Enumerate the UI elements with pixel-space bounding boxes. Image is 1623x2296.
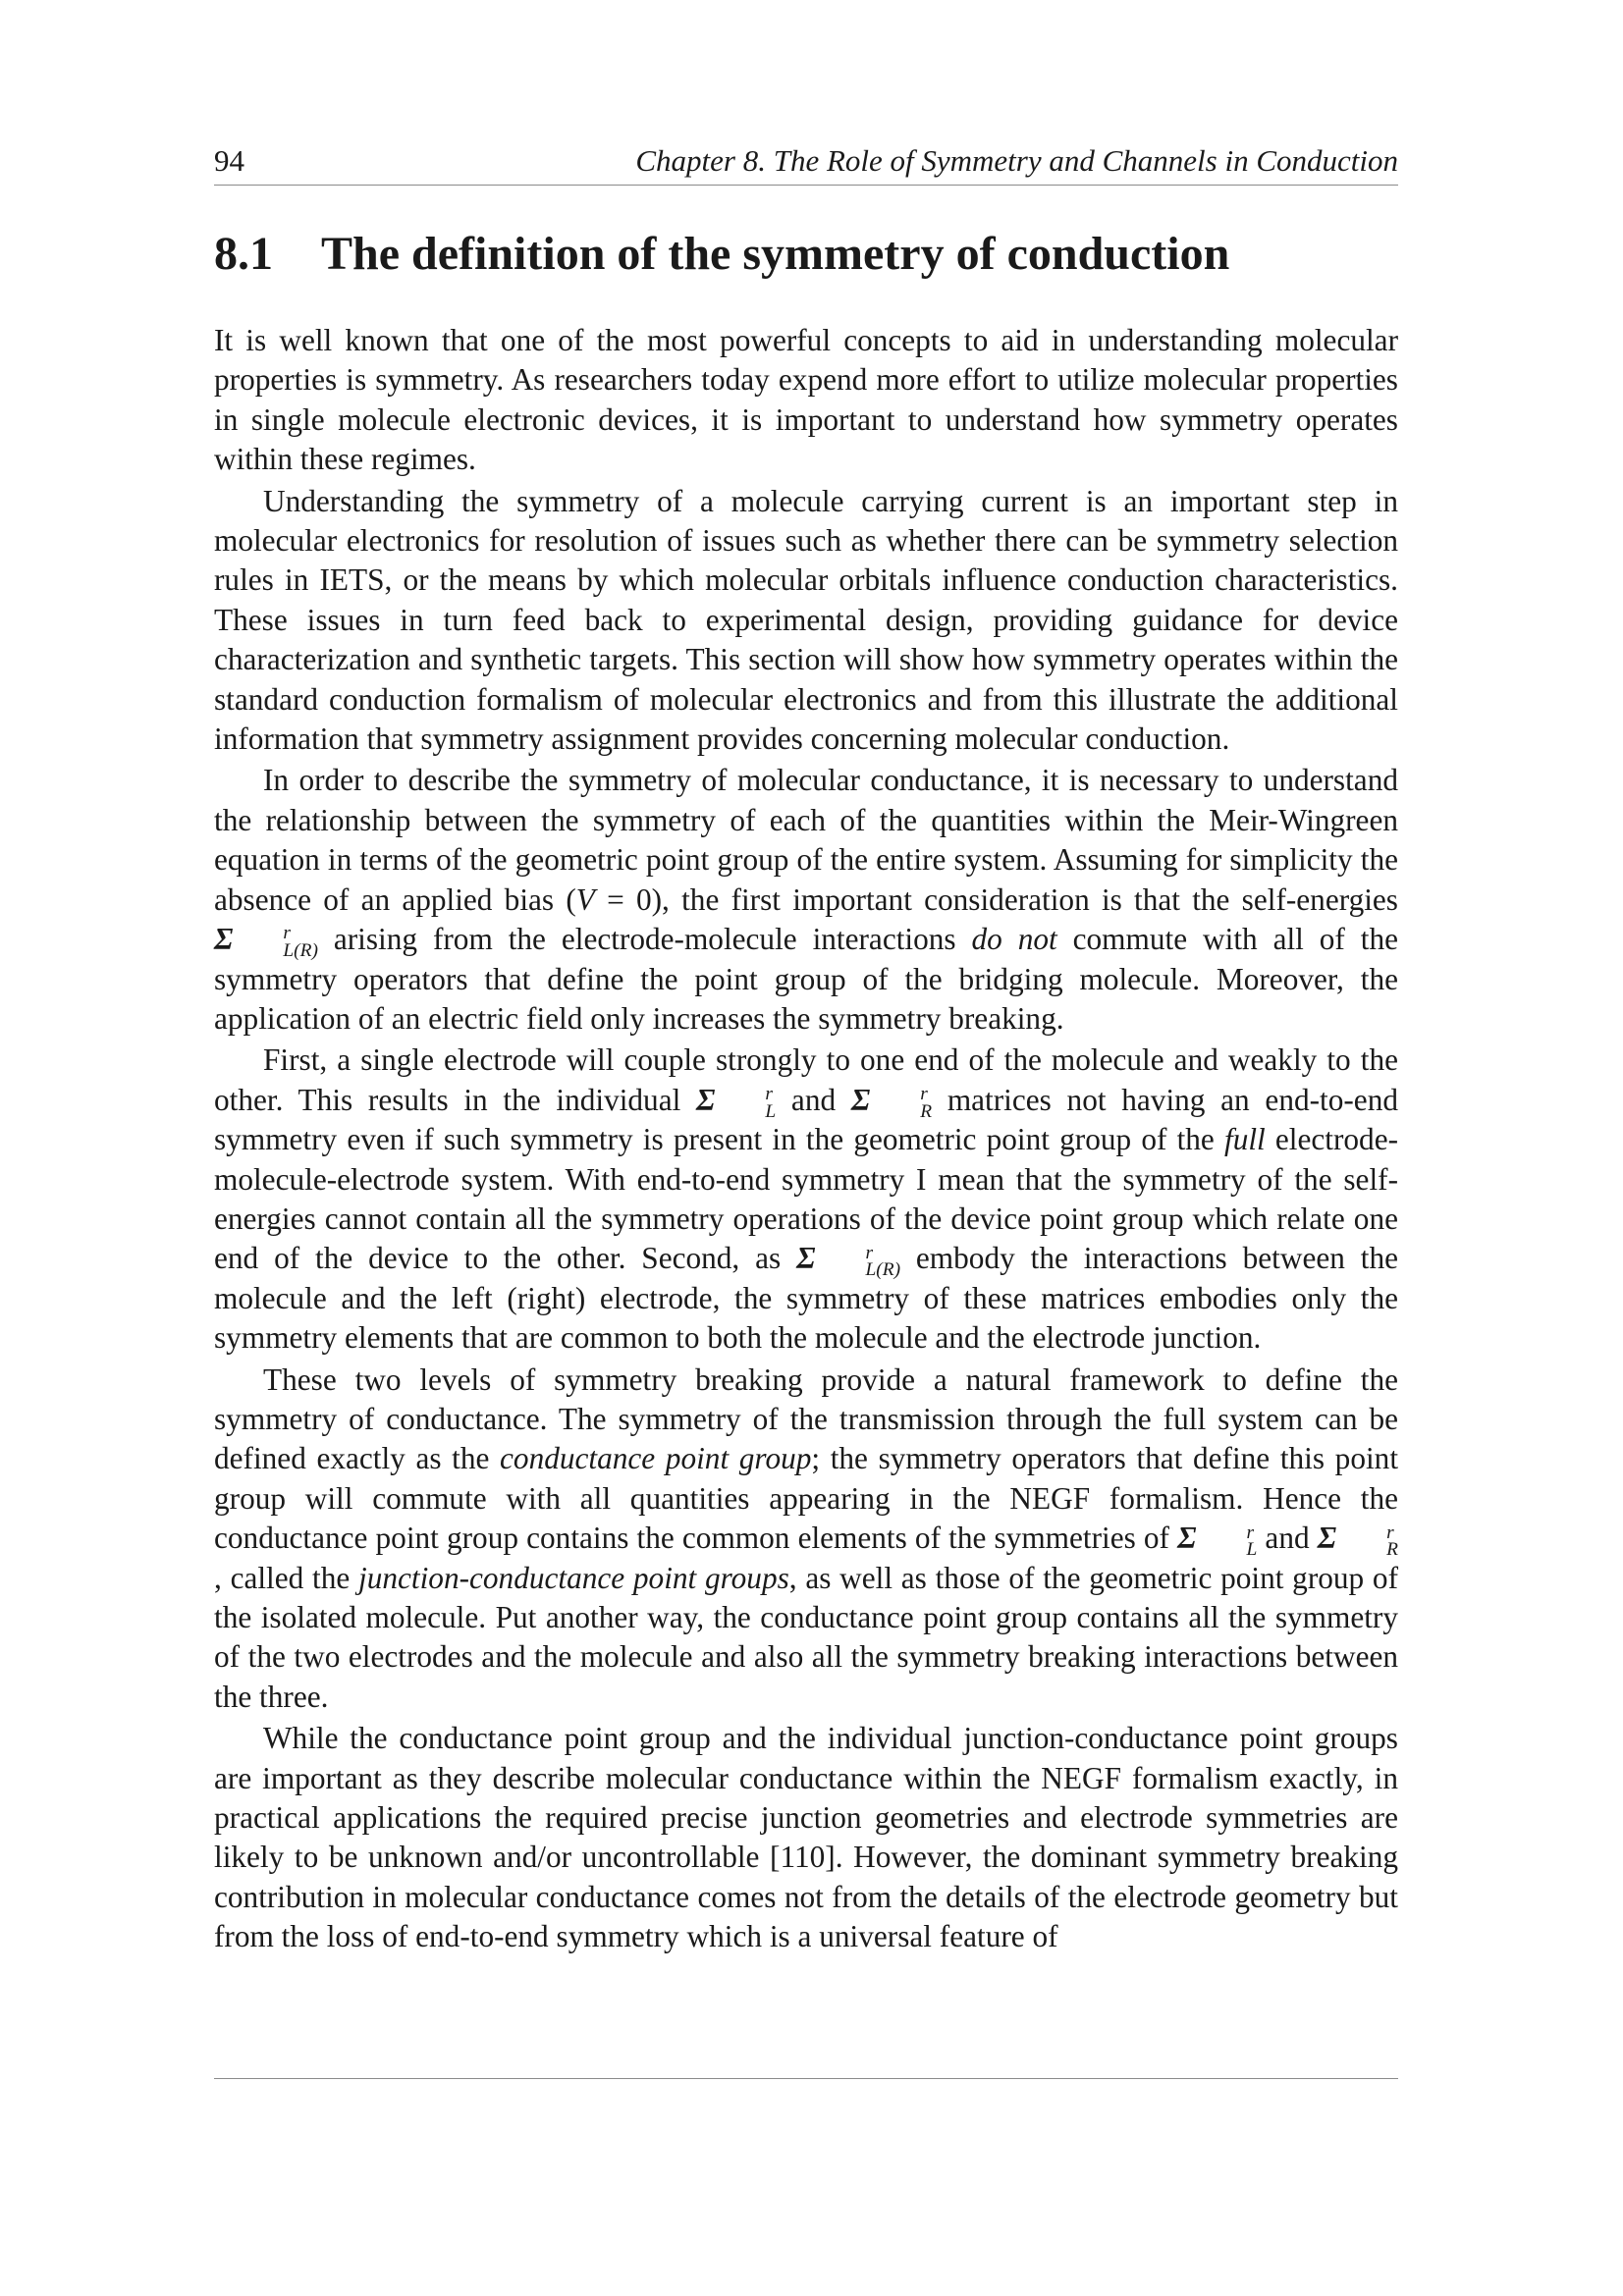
paragraph-3: In order to describe the symmetry of molecular conductance, it is necessary to understand the relationship between the symmetry of each of the quantities within the Meir-Wingreen equation in terms of the geometric point group of the entire system. Assuming for simplicity the absence of an applied bias (V = 0), the first important consideration is that the self-energies Σ r L(R) arising from the electrode-molecule interactions do not commute with all of the symmetry operators that define the point group of the bridging molecule. Moreover, the application of an electric field only increases the symmetry breaking.	[214, 763, 1398, 1036]
self-energy-symbol-lr: Σ r L(R)	[796, 1241, 901, 1281]
self-energy-symbol-r: Σ r R	[850, 1082, 933, 1122]
paragraph-5: These two levels of symmetry breaking provide a natural framework to define the symmetry of conductance. The symmetry of the transmission through the full system can be defined exactly as the conductance point group; the symmetry operators that define this point group will commute with all quantities appearing in the NEGF formalism. Hence the conductance point group contains the common elements of the symmetries of Σ r L and Σ r R , called the junction-conductance point groups, as well as those of the geometric point group of the isolated molecule. Put another way, the conductance point group contains all the symmetry of the two electrodes and the molecule and also all the symmetry breaking interactions between the three.	[214, 1362, 1399, 1714]
running-head	[214, 139, 1398, 186]
document-page	[214, 0, 1398, 2296]
paragraph-4: First, a single electrode will couple strongly to one end of the molecule and weakly to the other. This results in the individual Σ r L and Σ r R matrices not having an end-to-end symmetry even if such symmetry is present in the geometric point group of the full electrode-molecule-electrode system. With end-to-end symmetry I mean that the symmetry of the self-energies cannot contain all the symmetry operations of the device point group which relate one end of the device to the other. Second, as Σ r L(R) embody the interactions between the molecule and the left (right) electrode, the symmetry of these matrices embodies only the symmetry elements that are common to both the molecule and the electrode junction.	[214, 1042, 1399, 1356]
emphasis-do-not: do not	[971, 922, 1057, 957]
paragraph-6: While the conductance point group and the individual junction-conductance point groups are important as they describe molecular conductance within the NEGF formalism exactly, in practical applications the required precise junction geometries and electrode symmetries are likely to be unknown and/or uncontrollable [110]. However, the dominant symmetry breaking contribution in molecular conductance comes not from the details of the electrode geometry but from the loss of end-to-end symmetry which is a universal feature of	[214, 1721, 1398, 1954]
section-heading	[214, 225, 1398, 284]
emphasis-full: full	[1224, 1122, 1266, 1157]
term-conductance-point-group: conductance point group	[500, 1441, 812, 1476]
paragraph-1: It is well known that one of the most powerful concepts to aid in understanding molecular properties is symmetry. As researchers today expend more effort to utilize molecular properties in single molecule electronic devices, it is important to understand how symmetry operates within these regimes.	[214, 323, 1398, 477]
self-energy-symbol-lr: Σ r L(R)	[214, 922, 318, 961]
voltage-symbol: V	[575, 881, 595, 917]
paragraph-2: Understanding the symmetry of a molecule carrying current is an important step in molecular electronics for resolution of issues such as whether there can be symmetry selection rules in IETS, or the means by which molecular orbitals influence conduction characteristics. These issues in turn feed back to experimental design, providing guidance for device characterization and synthetic targets. This section will show how symmetry operates within the standard conduction formalism of molecular electronics and from this illustrate the additional information that symmetry assignment provides concerning molecular conduction.	[214, 483, 1398, 757]
self-energy-symbol-l: Σ r L	[696, 1082, 777, 1122]
footer-rule	[214, 2078, 1398, 2079]
term-junction-conductance-point-groups: junction-conductance point groups	[358, 1560, 789, 1595]
body-text	[214, 321, 1398, 1959]
self-energy-symbol-l: Σ r L	[1177, 1521, 1258, 1560]
section-title: The definition of the symmetry of conduction	[321, 228, 1230, 280]
page-number: 94	[214, 143, 244, 178]
self-energy-symbol-r: Σ r R	[1317, 1521, 1398, 1560]
section-number: 8.1	[214, 228, 273, 280]
chapter-title: Chapter 8. The Role of Symmetry and Channels in Conduction	[635, 143, 1398, 178]
